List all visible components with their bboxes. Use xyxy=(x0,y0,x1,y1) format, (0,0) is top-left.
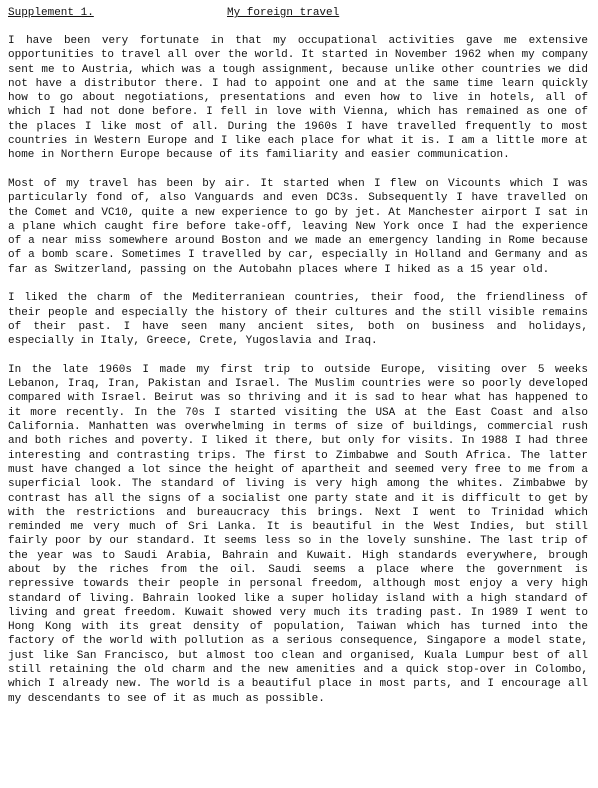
page-header xyxy=(8,6,588,22)
paragraph-intro: I have been very fortunate in that my occupational activities gave me extensive opportunities to travel all over the world. It started in November 1962 when my company sent me to Austria, which was a tough assignment, because unlike other countries we did not have a distributor there. I had to appoint one and at the same time learn quickly how to go about negotiations, presentations and even how to live in hotels, all of which I had not done before. I fell in love with Vienna, which has remained as one of the places I like most of all. During the 1960s I have travelled frequently to most countries in Western Europe and I like each place for what it is. I am a little more at home in Northern Europe because of its familiarity and easier communication. xyxy=(8,35,588,162)
paragraph-beyond-europe: In the late 1960s I made my first trip to outside Europe, visiting over 5 weeks Lebanon, Iraq, Iran, Pakistan and Israel. The Muslim countries were so poorly developed compared with Israel. Beirut was so thriving and it is sad to hear what has happened to it more recently. In the 70s I started visiting the USA at the East Coast and also California. Manhatten was overwhelming in terms of size of buildings, commercial rush and both riches and poverty. I liked it there, but only for visits. In 1988 I had three interesting and contrasting trips. The first to Zimbabwe and South Africa. The latter must have changed a lot since the height of apartheit and seemed very free to me from a superficial look. The standard of living is very high among the whites. Zimbabwe by contrast has all the signs of a socialist one party state and it is difficult to get by with the restrictions and bureaucracy this brings. Next I went to Trinidad which reminded me very much of Sri Lanka. It is beautiful in the West Indies, but still fairly poor by our standard. It seems less so in the lovely sunshine. The last trip of the year was to Saudi Arabia, Bahrain and Kuwait. High standards everywhere, brough about by the riches from the oil. Saudi seems a place where the government is repressive towards their people in personal freedom, although most enjoy a very high standard of living. Bahrain looked like a super holiday island with a high standard of living and great freedom. Kuwait showed very much its trading past. In 1989 I went to Hong Kong with its great density of population, Taiwan which has turned into the factory of the world with pollution as a serious consequence, Singapore a model state, just like San Francisco, but almost too clean and organised, Kuala Lumpur best of all still retaining the old charm and the new amenities and a quick stop-over in Colombo, which I already new. The world is a beautiful place in most parts, and I encourage all my descendants to see of it as much as possible. xyxy=(8,363,588,705)
paragraph-mediterranean: I liked the charm of the Mediterraniean countries, their food, the friendliness of their people and especially the history of their cultures and the still visible remains of their past. I have seen many ancient sites, both on business and holidays, especially in Italy, Greece, Crete, Yugoslavia and Iraq. xyxy=(8,292,588,348)
supplement-label: Supplement 1. xyxy=(8,7,94,19)
page-title: My foreign travel xyxy=(227,7,340,19)
paragraph-air-travel: Most of my travel has been by air. It started when I flew on Vicounts which I was particularly fond of, also Vanguards and even DC3s. Subsequently I have travelled on the Comet and VC10, quite a new experience to go by jet. At Manchester airport I sat in a plane which caught fire before take-off, leaving New York once I had the experience of a near miss somewhere around Boston and we made an emergency landing in Rome because of a bomb scare. Sometimes I travelled by car, especially in Holland and Germany and as far as Switzerland, passing on the Autobahn places where I hiked as a 15 year old. xyxy=(8,177,588,276)
